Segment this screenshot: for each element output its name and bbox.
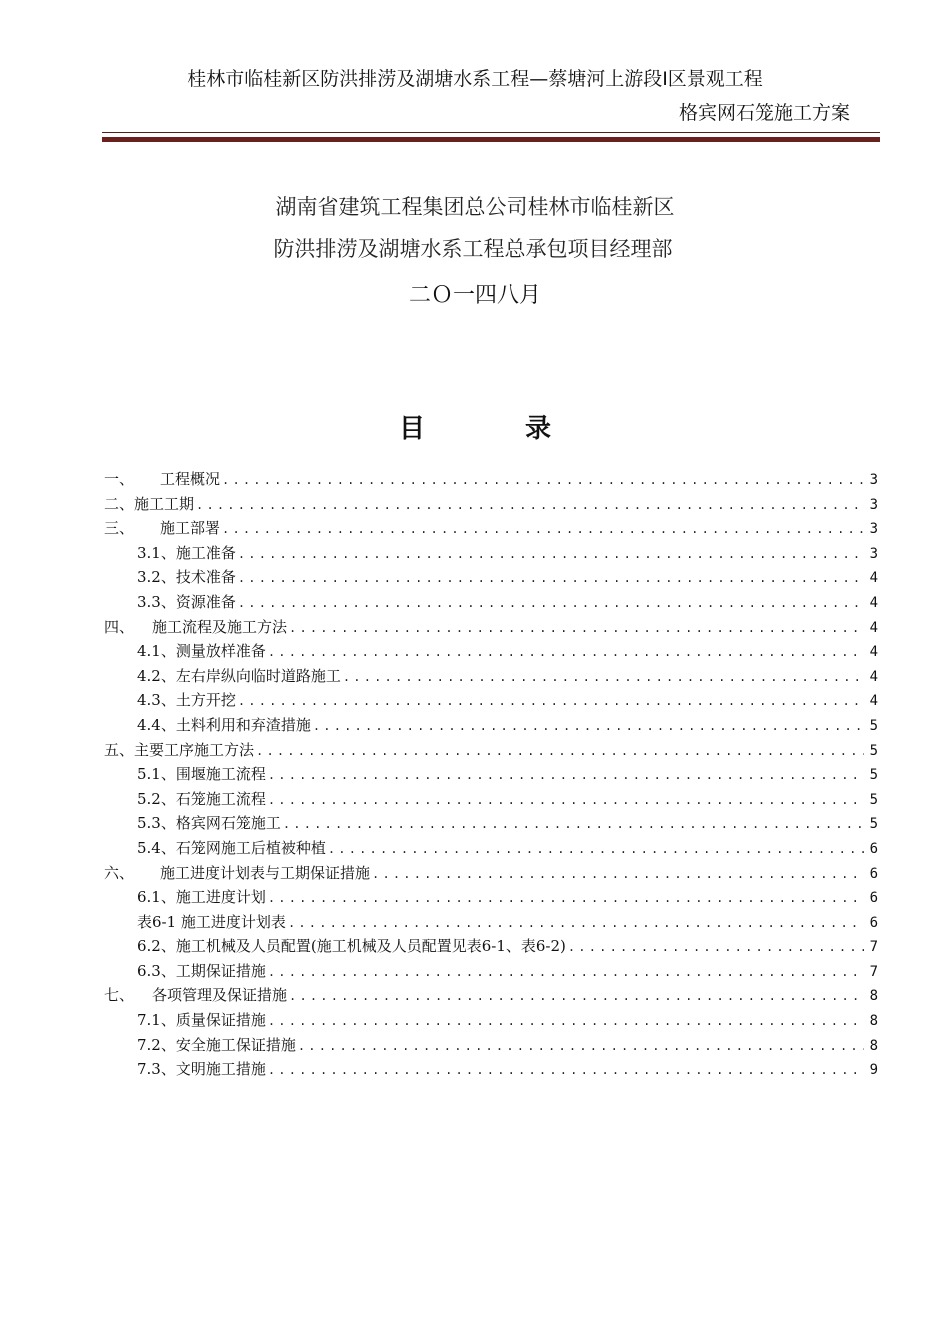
table-of-contents <box>104 468 878 1083</box>
toc-leader-dots <box>268 768 864 782</box>
toc-leader-dots <box>289 989 864 1003</box>
toc-leader-dots <box>238 571 864 585</box>
toc-leader-dots <box>256 744 864 758</box>
toc-entry-title: 7.2、安全施工保证措施 <box>137 1035 296 1054</box>
toc-entry[interactable] <box>104 911 878 936</box>
toc-leader-dots <box>268 891 864 905</box>
toc-leader-dots <box>238 694 864 708</box>
toc-entry[interactable] <box>104 837 878 862</box>
toc-entry-number: 七、 <box>104 986 135 1005</box>
toc-entry-title: 6.1、施工进度计划 <box>137 888 266 907</box>
toc-entry-title: 5.4、石笼网施工后植被种植 <box>137 838 326 857</box>
toc-entry[interactable] <box>104 886 878 911</box>
toc-entry-title: 施工部署 <box>160 519 221 538</box>
toc-entry-title: 工程概况 <box>160 470 221 488</box>
toc-entry[interactable] <box>104 763 878 788</box>
toc-page-number: 5 <box>869 742 878 759</box>
toc-entry-label <box>137 812 281 833</box>
toc-page-number: 7 <box>869 939 878 956</box>
toc-entry[interactable] <box>104 566 878 591</box>
toc-leader-dots <box>222 473 864 487</box>
toc-entry[interactable] <box>104 984 878 1009</box>
toc-entry[interactable] <box>104 1058 878 1083</box>
header-rule-thin <box>102 132 880 133</box>
toc-entry-label <box>104 862 370 883</box>
toc-page-number: 4 <box>869 570 878 587</box>
toc-heading-right: 录 <box>525 414 552 444</box>
toc-entry-label <box>104 468 220 489</box>
toc-leader-dots <box>289 621 864 635</box>
toc-page-number: 3 <box>869 472 878 488</box>
toc-leader-dots <box>268 1063 864 1077</box>
toc-entry-title: 表6-1 施工进度计划表 <box>137 912 286 931</box>
toc-entry-label <box>137 714 311 735</box>
toc-entry[interactable] <box>104 739 878 764</box>
toc-entry-title: 3.1、施工准备 <box>137 543 236 562</box>
organization-line-2: 防洪排涝及湖塘水系工程总承包项目经理部 <box>273 237 673 261</box>
toc-entry-label <box>137 640 266 661</box>
toc-entry-label <box>137 837 326 858</box>
toc-entry-number: 一、 <box>104 470 135 488</box>
toc-leader-dots <box>313 719 864 733</box>
toc-page-number: 4 <box>869 594 878 611</box>
toc-leader-dots <box>196 498 864 512</box>
toc-entry-title: 4.3、土方开挖 <box>137 691 236 710</box>
toc-page-number: 5 <box>869 767 878 784</box>
toc-entry[interactable] <box>104 517 878 542</box>
toc-entry[interactable] <box>104 812 878 837</box>
toc-heading-left: 目 <box>398 414 425 444</box>
toc-page-number: 3 <box>869 521 878 538</box>
running-header-title: 桂林市临桂新区防洪排涝及湖塘水系工程—蔡塘河上游段Ⅰ区景观工程 <box>187 68 763 90</box>
toc-page-number: 6 <box>869 840 878 857</box>
toc-entry-number: 二、 <box>104 494 135 513</box>
toc-entry-label <box>104 616 287 637</box>
toc-page-number: 5 <box>869 816 878 833</box>
toc-leader-dots <box>268 793 864 807</box>
toc-entry[interactable] <box>104 640 878 665</box>
toc-entry-title: 5.1、围堰施工流程 <box>137 765 266 784</box>
toc-entry-label <box>104 984 287 1005</box>
toc-entry[interactable] <box>104 788 878 813</box>
toc-leader-dots <box>568 940 864 954</box>
toc-leader-dots <box>238 596 864 610</box>
document-date: 二Ｏ一四八月 <box>408 283 541 308</box>
toc-leader-dots <box>328 842 864 856</box>
toc-entry-label <box>137 763 266 784</box>
toc-page-number: 6 <box>869 865 878 882</box>
toc-page-number: 4 <box>869 619 878 636</box>
toc-heading <box>0 408 950 445</box>
toc-leader-dots <box>298 1039 864 1053</box>
toc-entry[interactable] <box>104 1034 878 1059</box>
toc-page-number: 8 <box>869 1013 878 1030</box>
toc-leader-dots <box>372 867 864 881</box>
toc-entry-title: 4.1、测量放样准备 <box>137 642 266 661</box>
toc-entry[interactable] <box>104 665 878 690</box>
toc-page-number: 7 <box>869 963 878 980</box>
toc-entry-title: 4.2、左右岸纵向临时道路施工 <box>137 666 341 685</box>
header-rule-thick <box>102 137 880 142</box>
organization-line-1: 湖南省建筑工程集团总公司桂林市临桂新区 <box>275 195 675 219</box>
toc-leader-dots <box>283 817 864 831</box>
toc-entry-title: 7.3、文明施工措施 <box>137 1060 266 1079</box>
toc-entry[interactable] <box>104 493 878 518</box>
toc-entry-title: 施工流程及施工方法 <box>152 617 288 636</box>
toc-entry-label <box>137 960 266 981</box>
toc-entry-title: 4.4、土料利用和弃渣措施 <box>137 715 311 734</box>
toc-page-number: 5 <box>869 791 878 808</box>
toc-entry[interactable] <box>104 542 878 567</box>
toc-leader-dots <box>343 670 864 684</box>
toc-entry-label <box>137 911 286 932</box>
toc-entry[interactable] <box>104 689 878 714</box>
toc-page-number: 5 <box>869 717 878 734</box>
toc-entry-title: 5.2、石笼施工流程 <box>137 789 266 808</box>
toc-leader-dots <box>288 916 864 930</box>
toc-entry-title: 6.2、施工机械及人员配置(施工机械及人员配置见表6-1、表6-2) <box>137 937 566 956</box>
toc-entry-label <box>104 517 220 538</box>
toc-entry[interactable] <box>104 935 878 960</box>
toc-entry[interactable] <box>104 1009 878 1034</box>
toc-entry-title: 3.3、资源准备 <box>137 592 236 611</box>
running-header-subtitle: 格宾网石笼施工方案 <box>678 102 850 124</box>
toc-leader-dots <box>268 645 864 659</box>
toc-page-number: 3 <box>869 496 878 513</box>
toc-entry-number: 六、 <box>104 863 135 882</box>
toc-entry-title: 6.3、工期保证措施 <box>137 961 266 980</box>
toc-page-number: 8 <box>869 988 878 1005</box>
toc-entry-number: 三、 <box>104 519 135 538</box>
toc-entry[interactable] <box>104 591 878 616</box>
toc-entry-title: 各项管理及保证措施 <box>152 986 288 1005</box>
toc-entry-title: 主要工序施工方法 <box>134 740 255 759</box>
toc-entry-title: 7.1、质量保证措施 <box>137 1011 266 1030</box>
toc-page-number: 8 <box>869 1037 878 1054</box>
toc-entry[interactable] <box>104 616 878 641</box>
toc-page-number: 4 <box>869 668 878 685</box>
toc-entry-title: 3.2、技术准备 <box>137 568 236 587</box>
toc-entry[interactable] <box>104 862 878 887</box>
toc-page-number: 6 <box>869 914 878 931</box>
toc-page-number: 6 <box>869 890 878 907</box>
toc-entry-label <box>137 566 236 587</box>
toc-leader-dots <box>222 522 864 536</box>
toc-entry[interactable] <box>104 714 878 739</box>
toc-page-number: 4 <box>869 693 878 710</box>
toc-entry-label <box>137 591 236 612</box>
toc-entry-label <box>137 1058 266 1079</box>
toc-page-number: 3 <box>869 545 878 562</box>
toc-entry-number: 四、 <box>104 617 135 636</box>
toc-entry-title: 施工进度计划表与工期保证措施 <box>160 863 371 882</box>
toc-leader-dots <box>268 1014 864 1028</box>
toc-leader-dots <box>238 547 864 561</box>
toc-entry-label <box>137 1009 266 1030</box>
toc-entry[interactable] <box>104 468 878 493</box>
toc-entry-title: 施工工期 <box>134 494 195 513</box>
toc-entry-label <box>137 665 341 686</box>
toc-entry[interactable] <box>104 960 878 985</box>
toc-entry-label <box>137 886 266 907</box>
toc-entry-label <box>137 542 236 563</box>
toc-entry-label <box>137 788 266 809</box>
toc-entry-title: 5.3、格宾网石笼施工 <box>137 814 281 833</box>
toc-entry-label <box>137 1034 296 1055</box>
toc-entry-label <box>137 935 566 956</box>
toc-entry-number: 五、 <box>104 740 135 759</box>
toc-page-number: 4 <box>869 644 878 661</box>
toc-page-number: 9 <box>869 1062 878 1079</box>
toc-entry-label <box>104 739 254 760</box>
toc-entry-label <box>137 689 236 710</box>
toc-entry-label <box>104 493 194 514</box>
toc-leader-dots <box>268 965 864 979</box>
